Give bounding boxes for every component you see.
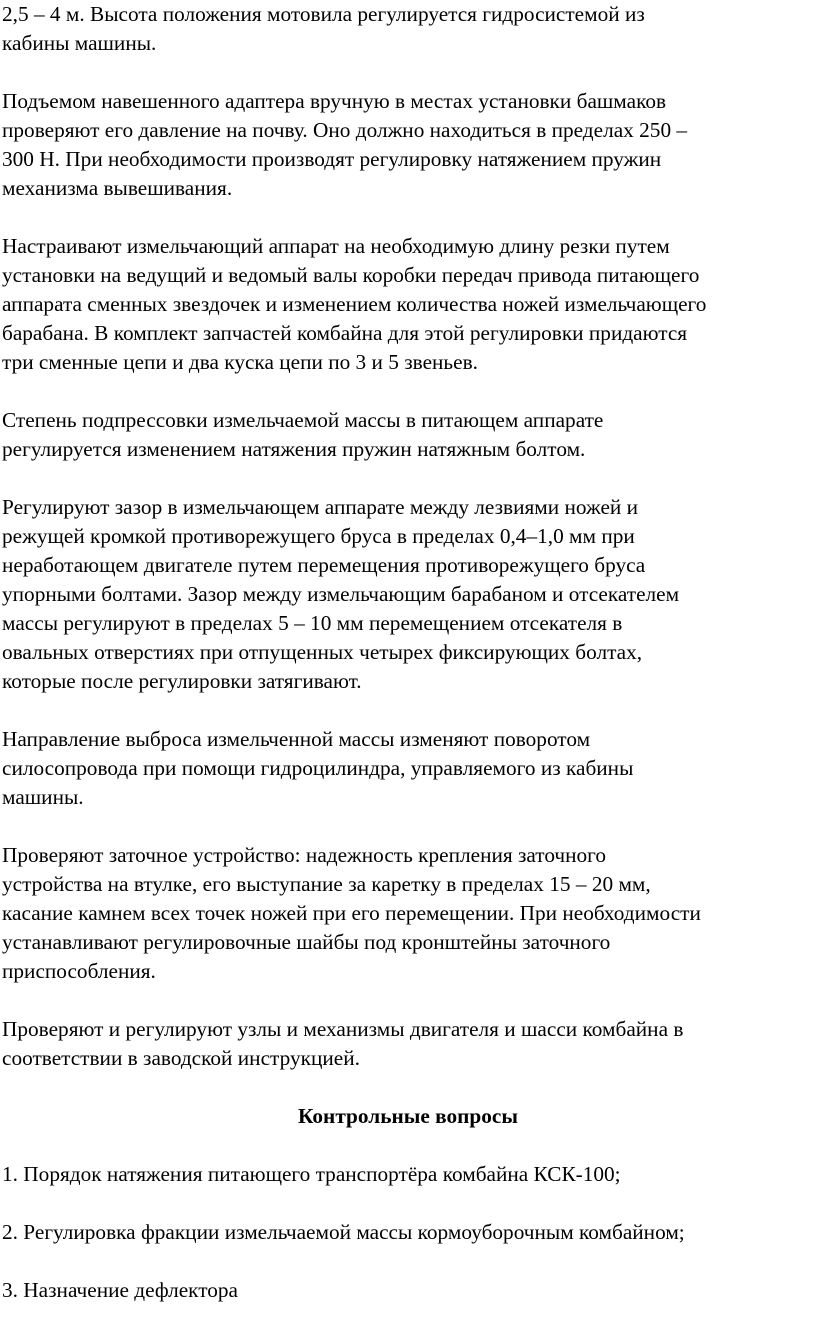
paragraph-reel-height: 2,5 – 4 м. Высота положения мотовила регулируется гидросистемой из кабины машины. (2, 2, 645, 55)
paragraph-discharge-direction: Направление выброса измельченной массы изменяют поворотом силосопровода при помощи гидроцилиндра, управляемого из кабины машины. (2, 727, 634, 809)
section-heading: Контрольные вопросы (298, 1104, 518, 1128)
question-item: 2. Регулировка фракции измельчаемой массы кормоуборочным комбайном; (2, 1220, 685, 1244)
paragraph-sharpening-device: Проверяют заточное устройство: надежность крепления заточного устройства на втулке, его выступание за каретку в пределах 15 – 20 мм, касание камнем всех точек ножей при его перемещении. При необходимости устанавливают регулировочные шайбы под кронштейны заточного приспособления. (2, 843, 701, 983)
paragraph-adapter-pressure: Подъемом навешенного адаптера вручную в местах установки башмаков проверяют его давление на почву. Оно должно находиться в пределах 250 – 300 Н. При необходимости производят регулировку натяжением пружин механизма вывешивания. (2, 89, 688, 200)
question-item: 3. Назначение дефлектора (2, 1278, 239, 1302)
question-item: 1. Порядок натяжения питающего транспортёра комбайна КСК-100; (2, 1162, 621, 1186)
paragraph-precompression: Степень подпрессовки измельчаемой массы в питающем аппарате регулируется изменением натяжения пружин натяжным болтом. (2, 408, 604, 461)
paragraph-engine-chassis: Проверяют и регулируют узлы и механизмы двигателя и шасси комбайна в соответствии в заводской инструкцией. (2, 1017, 684, 1070)
paragraph-chopper-setup: Настраивают измельчающий аппарат на необходимую длину резки путем установки на ведущий и ведомый валы коробки передач привода питающего аппарата сменных звездочек и изменением количества ножей измельчающего барабана. В комплект запчастей комбайна для этой регулировки придаются три сменные цепи и два куска цепи по 3 и 5 звеньев. (2, 234, 707, 374)
paragraph-knife-gap: Регулируют зазор в измельчающем аппарате между лезвиями ножей и режущей кромкой противорежущего бруса в пределах 0,4–1,0 мм при неработающем двигателе путем перемещения противорежущего бруса упорными болтами. Зазор между измельчающим барабаном и отсекателем массы регулируют в пределах 5 – 10 мм перемещением отсекателя в овальных отверстиях при отпущенных четырех фиксирующих болтах, которые после регулировки затягивают. (2, 495, 680, 693)
